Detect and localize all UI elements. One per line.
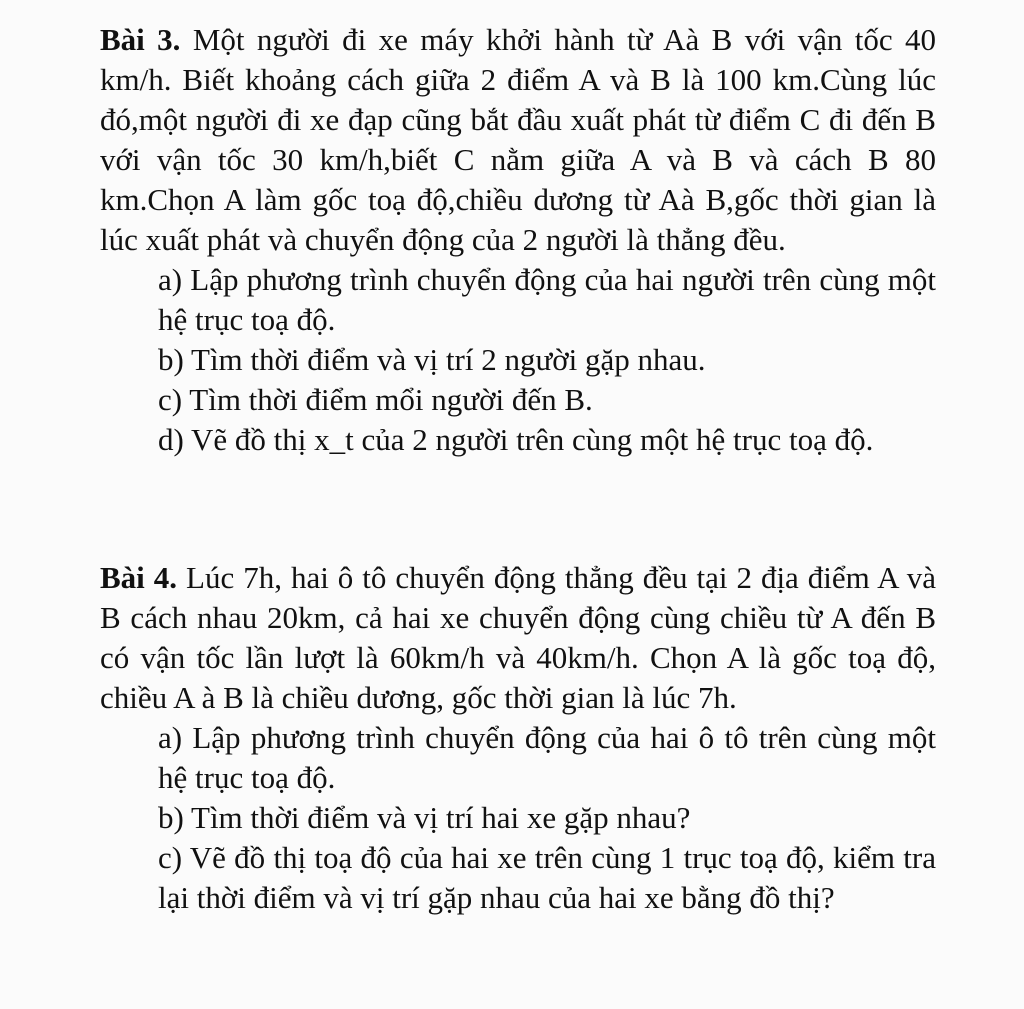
- problem-4-text: Lúc 7h, hai ô tô chuyển động thẳng đều tại 2 địa điểm A và B cách nhau 20km, cả hai xe chuyển động cùng chiều từ A đến B có vận tốc lần lượt là 60km/h và 40km/h. Chọn A là gốc toạ độ, chiều A à B là chiều dương, gốc thời gian là lúc 7h.: [100, 560, 936, 715]
- problem-3: [100, 20, 936, 460]
- question-item: d) Vẽ đồ thị x_t của 2 người trên cùng một hệ trục toạ độ.: [158, 422, 874, 457]
- question-item: a) Lập phương trình chuyển động của hai người trên cùng một hệ trục toạ độ.: [158, 262, 936, 337]
- question-item: b) Tìm thời điểm và vị trí 2 người gặp nhau.: [158, 342, 706, 377]
- problem-3-text: Một người đi xe máy khởi hành từ Aà B với vận tốc 40 km/h. Biết khoảng cách giữa 2 điểm A và B là 100 km.Cùng lúc đó,một người đi xe đạp cũng bắt đầu xuất phát từ điểm C đi đến B với vận tốc 30 km/h,biết C nằm giữa A và B và cách B 80 km.Chọn A làm gốc toạ độ,chiều dương từ Aà B,gốc thời gian là lúc xuất phát và chuyển động của 2 người là thẳng đều.: [100, 22, 936, 257]
- question-item: a) Lập phương trình chuyển động của hai ô tô trên cùng một hệ trục toạ độ.: [158, 720, 936, 795]
- question-item: b) Tìm thời điểm và vị trí hai xe gặp nhau?: [158, 800, 691, 835]
- question-item: c) Vẽ đồ thị toạ độ của hai xe trên cùng 1 trục toạ độ, kiểm tra lại thời điểm và vị trí gặp nhau của hai xe bằng đồ thị?: [158, 840, 936, 915]
- problem-3-label: Bài 3.: [100, 22, 181, 57]
- problem-3-statement: [100, 20, 936, 260]
- question-item: c) Tìm thời điểm mổi người đến B.: [158, 382, 593, 417]
- problem-4-questions: [100, 718, 936, 918]
- problem-3-questions: [100, 260, 936, 460]
- problem-4-statement: [100, 558, 936, 718]
- problem-4: [100, 558, 936, 918]
- problem-4-label: Bài 4.: [100, 560, 178, 595]
